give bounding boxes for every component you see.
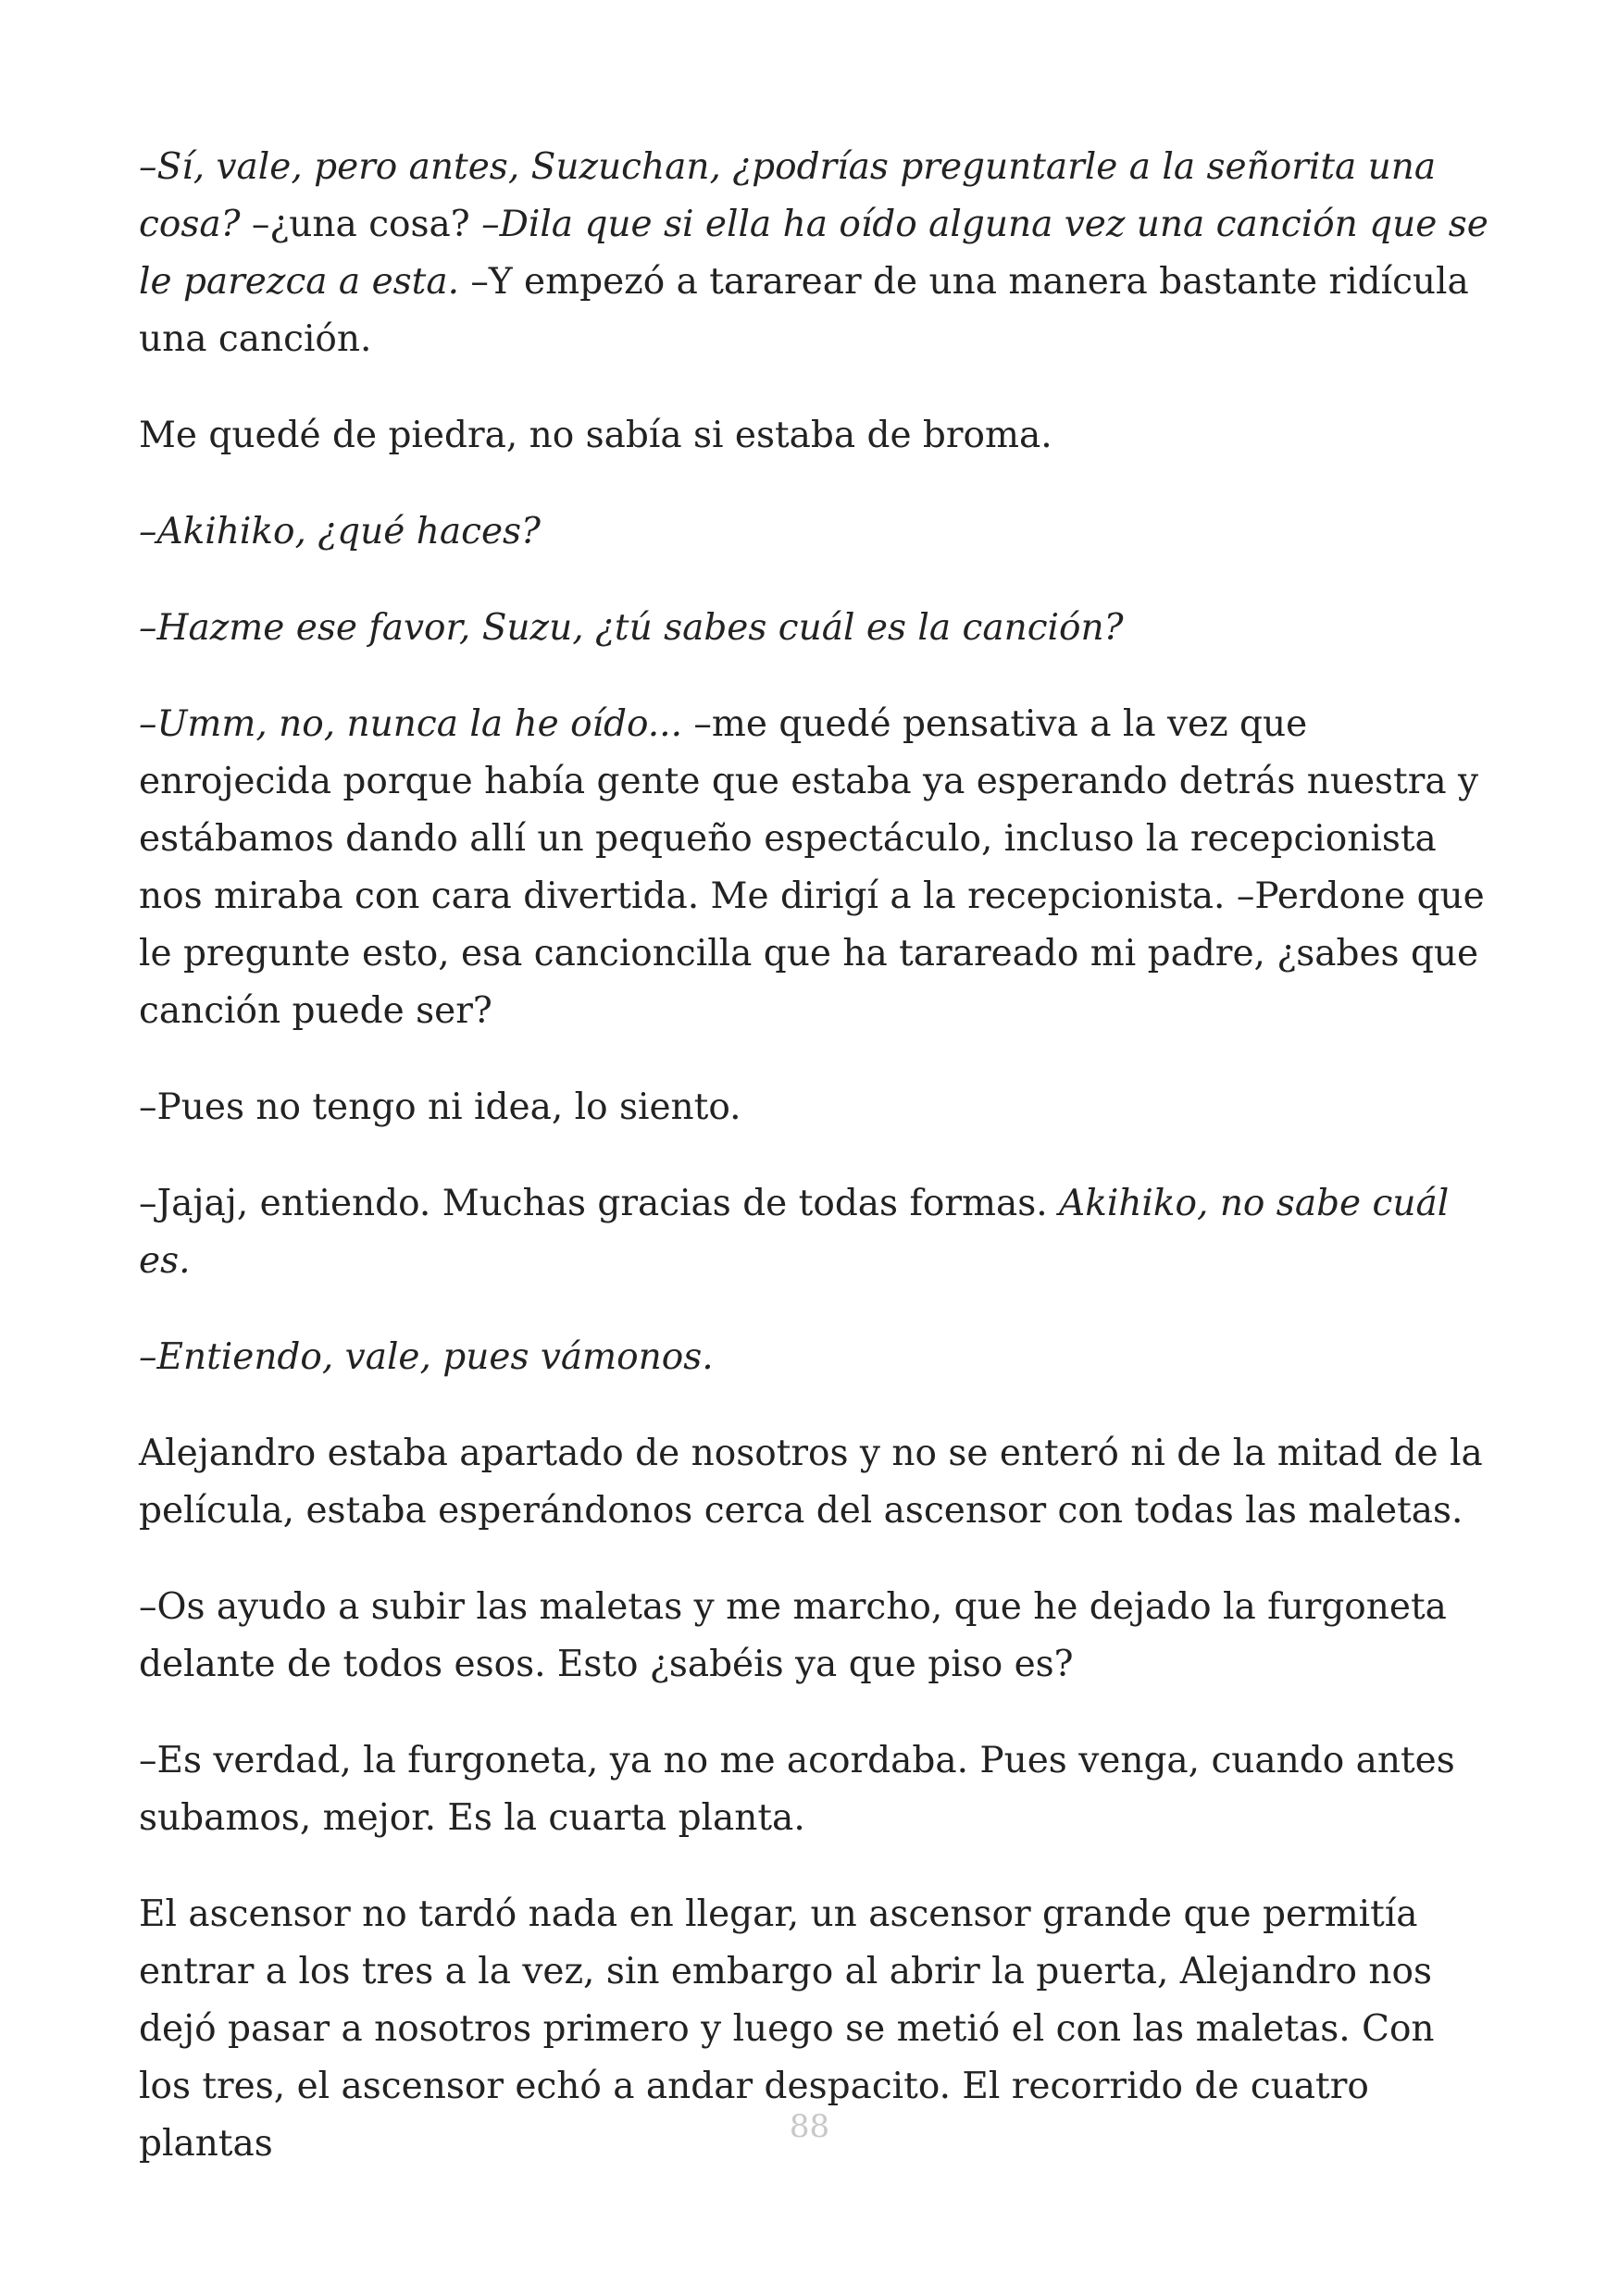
paragraph [139, 1579, 1490, 1694]
regular-text: Alejandro estaba apartado de nosotros y no se enteró ni de la mitad de la película, estaba esperándonos cerca del ascensor con todas las maletas. [139, 1433, 1483, 1532]
paragraph [139, 1425, 1490, 1540]
paragraph [139, 407, 1490, 465]
paragraph [139, 1732, 1490, 1847]
body-text [139, 139, 1490, 2212]
paragraph [139, 1175, 1490, 1290]
paragraph [139, 1079, 1490, 1136]
regular-text: –Jajaj, entiendo. Muchas gracias de todas formas. [139, 1183, 1060, 1224]
italic-text: –Dila que si ella ha oído alguna vez una canción que se le parezca a esta. [139, 204, 1488, 303]
italic-text: –Hazme ese favor, Suzu, ¿tú sabes cuál es la canción? [139, 607, 1124, 649]
italic-text: –Umm, no, nunca la he oído... [139, 703, 682, 745]
italic-text: –Sí, vale, pero antes, Suzuchan, ¿podrías preguntarle a la señorita una cosa? [139, 146, 1437, 245]
regular-text: –me quedé pensativa a la vez que enrojecida porque había gente que estaba ya esperando detrás nuestra y estábamos dando allí un pequeño espectáculo, incluso la recepcionista nos miraba con cara divertida. Me dirigí a la recepcionista. –Perdone que le pregunte esto, esa cancioncilla que ha tarareado mi padre, ¿sabes que canción puede ser? [139, 703, 1485, 1032]
italic-text: –Entiendo, vale, pues vámonos. [139, 1336, 714, 1378]
paragraph [139, 600, 1490, 657]
regular-text: –Y empezó a tararear de una manera bastante ridícula una canción. [139, 261, 1469, 360]
regular-text: –Pues no tengo ni idea, lo siento. [139, 1086, 741, 1128]
paragraph [139, 503, 1490, 561]
regular-text: –Es verdad, la furgoneta, ya no me acordaba. Pues venga, cuando antes subamos, mejor. Es la cuarta planta. [139, 1740, 1455, 1839]
paragraph [139, 139, 1490, 368]
page-number: 88 [789, 2108, 830, 2145]
paragraph [139, 1329, 1490, 1386]
paragraph [139, 696, 1490, 1040]
regular-text: –¿una cosa? [240, 204, 482, 245]
regular-text: El ascensor no tardó nada en llegar, un ascensor grande que permitía entrar a los tres a la vez, sin embargo al abrir la puerta, Alejandro nos dejó pasar a nosotros primero y luego se metió el con las maletas. Con los tres, el ascensor echó a andar despacito. El recorrido de cuatro plantas [139, 1893, 1435, 2165]
italic-text: Akihiko, no sabe cuál es. [139, 1183, 1450, 1282]
italic-text: –Akihiko, ¿qué haces? [139, 511, 541, 552]
regular-text: Me quedé de piedra, no sabía si estaba de broma. [139, 415, 1052, 456]
regular-text: –Os ayudo a subir las maletas y me marcho, que he dejado la furgoneta delante de todos esos. Esto ¿sabéis ya que piso es? [139, 1586, 1447, 1685]
